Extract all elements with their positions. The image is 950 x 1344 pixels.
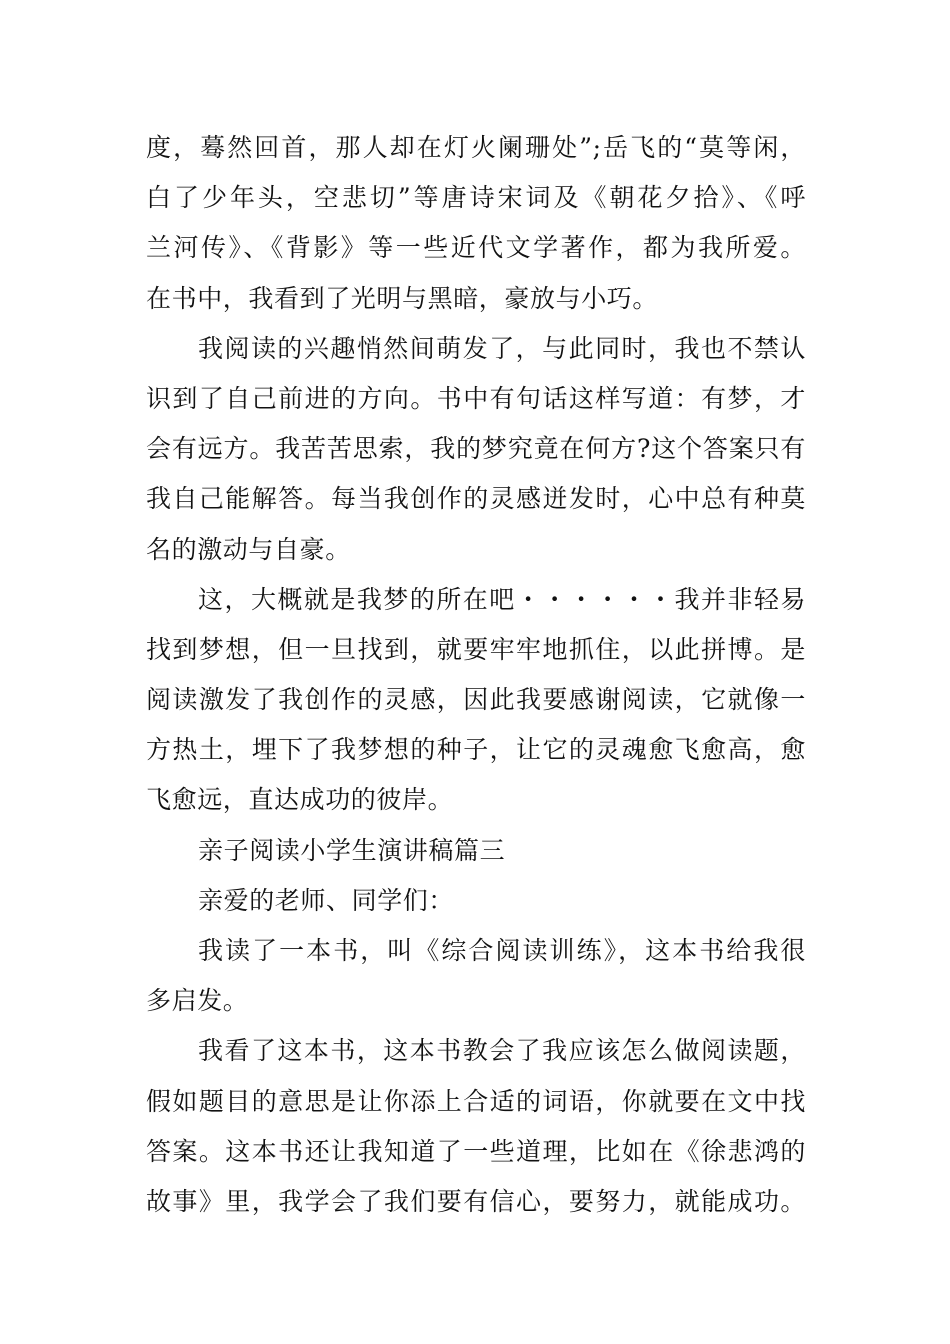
text-line: 名的激动与自豪。 (146, 534, 351, 564)
text-line: 飞愈远，直达成功的彼岸。 (146, 785, 454, 815)
text-line: 会有远方。我苦苦思索，我的梦究竟在何方?这个答案只有 (146, 434, 806, 464)
text-line: 找到梦想，但一旦找到，就要牢牢地抓住，以此拼博。是 (146, 634, 806, 664)
text-line: 假如题目的意思是让你添上合适的词语，你就要在文中找 (146, 1086, 806, 1116)
text-line: 多启发。 (146, 986, 249, 1016)
text-line: 白了少年头，空悲切”等唐诗宋词及《朝花夕拾》、《呼 (146, 183, 806, 213)
text-line: 在书中，我看到了光明与黑暗，豪放与小巧。 (146, 283, 659, 313)
text-line: 这，大概就是我梦的所在吧・・・・・・我并非轻易 (198, 584, 806, 614)
text-line: 阅读激发了我创作的灵感，因此我要感谢阅读，它就像一 (146, 685, 806, 715)
text-line: 我读了一本书，叫《综合阅读训练》，这本书给我很 (198, 936, 806, 965)
text-line: 方热土，埋下了我梦想的种子，让它的灵魂愈飞愈高，愈 (146, 735, 806, 765)
text-line: 答案。这本书还让我知道了一些道理，比如在《徐悲鸿的 (146, 1136, 806, 1166)
document-body (146, 123, 806, 1227)
text-line: 故事》里，我学会了我们要有信心，要努力，就能成功。 (146, 1186, 806, 1216)
text-line: 亲爱的老师、同学们： (198, 885, 455, 915)
text-line: 兰河传》、《背影》等一些近代文学著作，都为我所爱。 (146, 233, 806, 263)
text-line: 我看了这本书，这本书教会了我应该怎么做阅读题， (198, 1036, 806, 1066)
text-line: 识到了自己前进的方向。书中有句话这样写道：有梦，才 (146, 383, 806, 413)
text-line: 度，蓦然回首，那人却在灯火阑珊处”;岳飞的“莫等闲， (146, 133, 806, 162)
text-line: 亲子阅读小学生演讲稿篇三 (198, 835, 506, 865)
text-line: 我阅读的兴趣悄然间萌发了，与此同时，我也不禁认 (198, 333, 806, 363)
text-line: 我自己能解答。每当我创作的灵感迸发时，心中总有种莫 (146, 484, 806, 514)
